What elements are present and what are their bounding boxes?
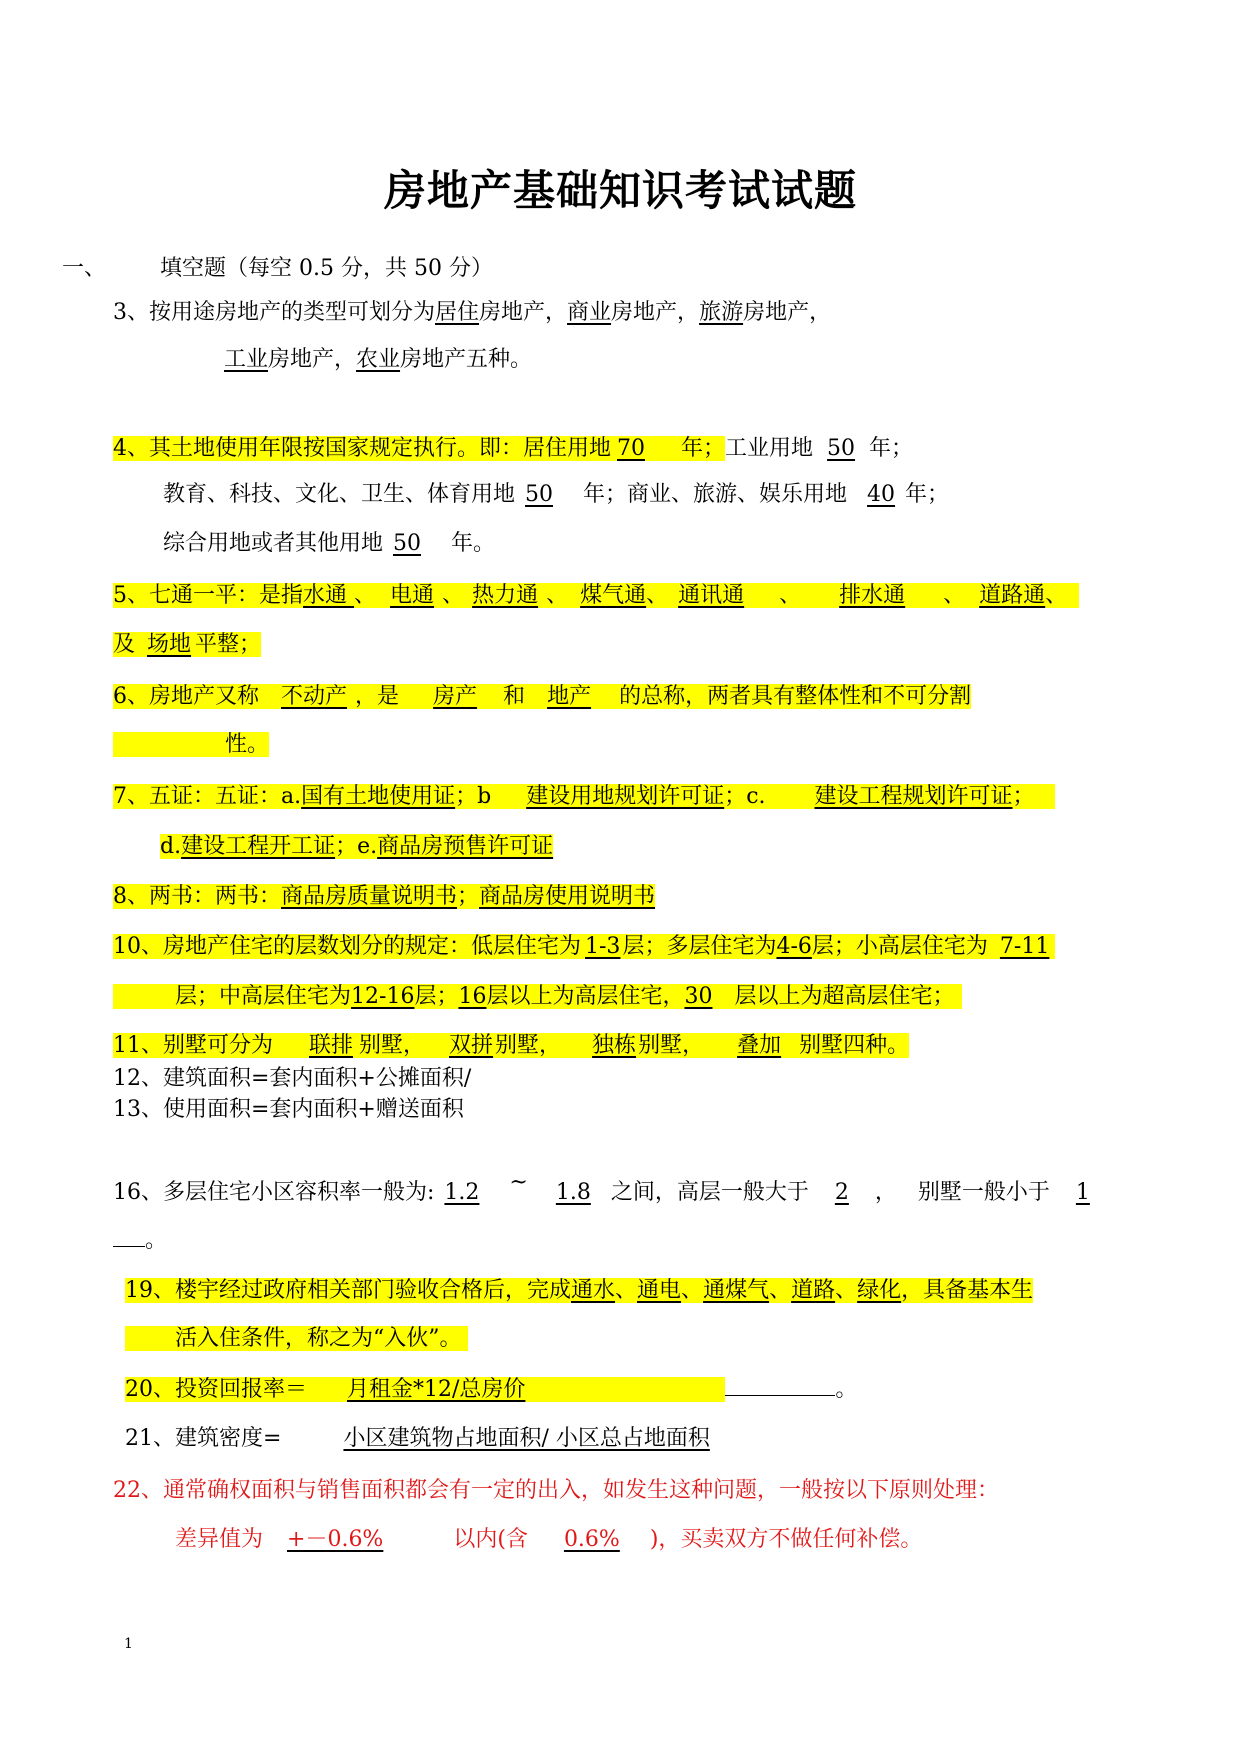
text: 6、房地产又称	[113, 684, 259, 709]
text: 及	[113, 632, 136, 657]
text: 21、建筑密度=	[125, 1426, 282, 1451]
question-19-line2	[125, 1322, 468, 1356]
question-6-line2	[113, 728, 269, 762]
question-22-line1: 22、通常确权面积与销售面积都会有一定的出入，如发生这种问题，一般按以下原则处理：	[113, 1478, 999, 1503]
text: 年；	[905, 482, 950, 507]
text: 别墅，	[638, 1033, 705, 1058]
text: 年；商业、旅游、娱乐用地	[583, 482, 848, 507]
separator: 、	[779, 583, 802, 608]
answer: 热力通	[472, 583, 539, 608]
answer: 联排	[309, 1033, 354, 1058]
text: 房地产，	[479, 300, 568, 325]
answer: 道路	[791, 1278, 836, 1303]
question-5-line1	[113, 579, 1079, 613]
question-19-line1	[125, 1274, 1033, 1308]
text: 的总称，两者具有整体性和不可分割	[619, 684, 972, 709]
page-title: 房地产基础知识考试试题	[383, 166, 857, 215]
highlight	[113, 732, 269, 757]
answer: 通煤气	[703, 1278, 770, 1303]
text: 。	[835, 1377, 858, 1402]
text: 8、两书：两书：	[113, 884, 281, 909]
text: ，具备基本生	[901, 1278, 1034, 1303]
text: 房地产五种。	[400, 347, 533, 372]
separator: 、	[835, 1278, 858, 1303]
highlight	[113, 984, 962, 1009]
answer: 电通	[390, 583, 435, 608]
text: 16、多层住宅小区容积率一般为:	[113, 1180, 435, 1205]
blank-line	[725, 1373, 835, 1396]
answer: 场地	[147, 632, 192, 657]
text: 活入住条件，称之为“入伙”。	[175, 1326, 462, 1351]
answer: 旅游	[699, 300, 744, 325]
text: 层以上为高层住宅，	[486, 984, 685, 1009]
answer: 1-3	[585, 934, 621, 959]
text: ；	[1012, 784, 1035, 809]
question-10-line1	[113, 930, 1055, 964]
text: 层以上为超高层住宅；	[734, 984, 955, 1009]
separator: 、	[442, 583, 465, 608]
answer: 建设工程开工证	[181, 834, 336, 859]
separator: 、	[615, 1278, 638, 1303]
text: 以内(含	[453, 1527, 528, 1552]
text: ；b	[455, 784, 492, 809]
answer: 50	[393, 531, 422, 556]
question-13: 13、使用面积=套内面积+赠送面积	[113, 1097, 464, 1122]
answer: 工业	[224, 347, 269, 372]
text: 20、投资回报率＝	[125, 1377, 307, 1402]
answer: 小区建筑物占地面积/ 小区总占地面积	[343, 1426, 710, 1451]
highlight	[160, 834, 553, 859]
text: 10、房地产住宅的层数划分的规定：低层住宅为	[113, 934, 581, 959]
answer: 2	[834, 1180, 849, 1205]
question-4-line2	[163, 478, 949, 512]
answer: 通讯通	[678, 583, 745, 608]
answer: 30	[684, 984, 713, 1009]
separator: 、	[1045, 583, 1068, 608]
answer: 煤气通	[580, 583, 647, 608]
text: 4、其土地使用年限按国家规定执行。即：居住用地	[113, 436, 611, 461]
text: ；e.	[335, 834, 378, 859]
answer: 道路通	[979, 583, 1046, 608]
text: ，	[874, 1180, 897, 1205]
answer: 通电	[637, 1278, 682, 1303]
separator: 、	[354, 583, 377, 608]
question-3-line2	[224, 343, 532, 377]
text: ，是	[355, 684, 400, 709]
answer: 商品房预售许可证	[377, 834, 554, 859]
question-4-line1	[113, 432, 913, 466]
separator: 、	[646, 583, 669, 608]
answer: 双拼	[449, 1033, 494, 1058]
text: 年；	[681, 436, 726, 461]
separator: 、	[681, 1278, 704, 1303]
text: 教育、科技、文化、卫生、体育用地	[163, 482, 516, 507]
text: ；	[457, 884, 480, 909]
separator: 、	[546, 583, 569, 608]
text: 5、七通一平：是指	[113, 583, 303, 608]
text: 3、按用途房地产的类型可划分为	[113, 300, 435, 325]
text: 之间，高层一般大于	[610, 1180, 809, 1205]
text: 11、别墅可分为	[113, 1033, 273, 1058]
text: 房地产，	[743, 300, 832, 325]
answer: 40	[867, 482, 896, 507]
text: 层；中高层住宅为	[175, 984, 352, 1009]
text: 年。	[451, 531, 496, 556]
answer: 水通	[303, 583, 348, 608]
question-16-line1	[113, 1170, 1090, 1210]
highlight	[113, 684, 971, 709]
answer: 居住	[435, 300, 480, 325]
question-5-line2	[113, 628, 261, 662]
highlight	[113, 884, 655, 909]
question-6-line1	[113, 680, 971, 714]
answer: 商品房使用说明书	[479, 884, 656, 909]
highlight	[113, 1033, 909, 1058]
question-8	[113, 880, 655, 914]
text: d.	[160, 834, 182, 859]
answer: +－0.6%	[287, 1527, 384, 1552]
answer: 房产	[433, 684, 478, 709]
answer: 月租金*12/总房价	[347, 1377, 526, 1402]
highlight	[125, 1326, 468, 1351]
answer: 不动产	[281, 684, 348, 709]
question-20	[125, 1373, 857, 1407]
text: 差异值为	[175, 1527, 264, 1552]
question-22-line2	[175, 1523, 922, 1557]
answer: 0.6%	[563, 1527, 620, 1552]
highlight	[113, 436, 725, 461]
answer: 16	[458, 984, 487, 1009]
text: ；c.	[724, 784, 766, 809]
text: 和	[503, 684, 526, 709]
text: 层；	[414, 984, 459, 1009]
section-number: 一、	[62, 256, 107, 281]
answer: 1.2	[444, 1180, 480, 1205]
text: 层；小高层住宅为	[811, 934, 988, 959]
text: 别墅，	[495, 1033, 562, 1058]
answer: 商业	[567, 300, 612, 325]
answer: 绿化	[857, 1278, 902, 1303]
answer: 国有土地使用证	[301, 784, 456, 809]
text: 别墅四种。	[799, 1033, 910, 1058]
tilde: ~	[509, 1170, 528, 1195]
answer: 建设工程规划许可证	[814, 784, 1013, 809]
question-16-line2	[113, 1224, 167, 1258]
answer: 1	[1075, 1180, 1090, 1205]
answer: 4-6	[776, 934, 812, 959]
answer: 叠加	[737, 1033, 782, 1058]
answer: 70	[617, 436, 645, 461]
answer: 商品房质量说明书	[281, 884, 458, 909]
question-4-line3	[163, 527, 495, 561]
answer: 农业	[356, 347, 401, 372]
answer: 50	[827, 436, 856, 461]
separator: 、	[769, 1278, 792, 1303]
answer: 通水	[571, 1278, 616, 1303]
text: 平整；	[195, 632, 262, 657]
text: 别墅，	[359, 1033, 426, 1058]
blank-line	[113, 1224, 145, 1247]
answer: 7-11	[999, 934, 1050, 959]
question-10-line2	[113, 980, 962, 1014]
answer: 12-16	[351, 984, 415, 1009]
answer: 50	[525, 482, 554, 507]
page-number: 1	[124, 1636, 133, 1652]
question-7-line2	[160, 830, 553, 864]
text: 别墅一般小于	[917, 1180, 1050, 1205]
text: 房地产，	[268, 347, 357, 372]
text: 房地产，	[611, 300, 700, 325]
separator: 、	[943, 583, 966, 608]
highlight	[113, 632, 261, 657]
answer: 独栋	[592, 1033, 637, 1058]
highlight	[113, 934, 1055, 959]
text: 。	[145, 1228, 168, 1253]
text: 工业用地	[725, 436, 814, 461]
highlight	[113, 784, 1055, 809]
question-7-line1	[113, 780, 1055, 814]
highlight	[125, 1278, 1033, 1303]
text: 年；	[869, 436, 914, 461]
section-heading: 填空题（每空 0.5 分，共 50 分）	[160, 256, 493, 281]
answer: 排水通	[839, 583, 906, 608]
text: 层；多层住宅为	[622, 934, 777, 959]
text: )，买卖双方不做任何补偿。	[649, 1527, 923, 1552]
answer: 1.8	[555, 1180, 591, 1205]
question-21	[125, 1422, 736, 1456]
text: 19、楼宇经过政府相关部门验收合格后，完成	[125, 1278, 571, 1303]
text: 综合用地或者其他用地	[163, 531, 384, 556]
question-12: 12、建筑面积=套内面积+公摊面积/	[113, 1066, 472, 1091]
question-3-line1	[113, 296, 831, 330]
question-11	[113, 1029, 909, 1063]
text: 性。	[225, 732, 270, 757]
highlight	[125, 1377, 725, 1402]
answer: 建设用地规划许可证	[526, 784, 725, 809]
answer: 地产	[547, 684, 592, 709]
text: 7、五证：五证：a.	[113, 784, 302, 809]
highlight	[113, 583, 1079, 608]
